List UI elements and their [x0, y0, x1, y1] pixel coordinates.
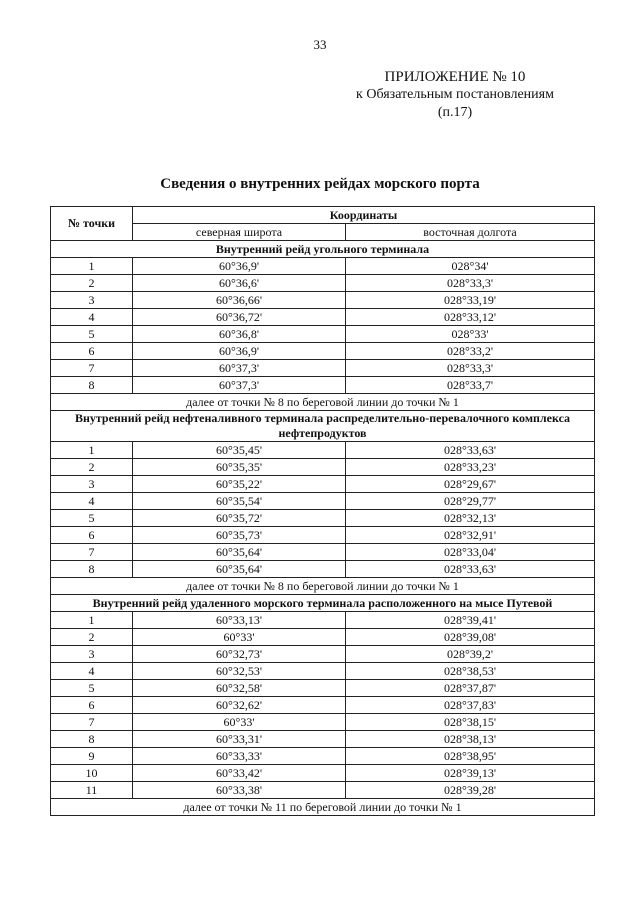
longitude-cell: 028°33,63' [346, 442, 595, 459]
header-coordinates: Координаты [133, 207, 595, 224]
longitude-cell: 028°33,19' [346, 292, 595, 309]
page-number: 33 [313, 37, 327, 52]
longitude-cell: 028°39,2' [346, 646, 595, 663]
table-row [51, 748, 595, 765]
table-row [51, 680, 595, 697]
longitude-cell: 028°34' [346, 258, 595, 275]
longitude-cell: 028°38,53' [346, 663, 595, 680]
longitude-cell: 028°37,83' [346, 697, 595, 714]
latitude-cell: 60°35,73' [133, 527, 346, 544]
section-note: далее от точки № 8 по береговой линии до точки № 1 [51, 394, 595, 411]
point-number-cell: 6 [51, 527, 133, 544]
latitude-cell: 60°33' [133, 714, 346, 731]
latitude-cell: 60°32,62' [133, 697, 346, 714]
point-number-cell: 11 [51, 782, 133, 799]
longitude-cell: 028°39,13' [346, 765, 595, 782]
point-number-cell: 5 [51, 326, 133, 343]
latitude-cell: 60°33,13' [133, 612, 346, 629]
latitude-cell: 60°33,33' [133, 748, 346, 765]
latitude-cell: 60°36,9' [133, 343, 346, 360]
section-note-row [51, 799, 595, 816]
latitude-cell: 60°32,73' [133, 646, 346, 663]
latitude-cell: 60°37,3' [133, 360, 346, 377]
point-number-cell: 2 [51, 275, 133, 292]
table-row [51, 442, 595, 459]
latitude-cell: 60°35,54' [133, 493, 346, 510]
table-row [51, 510, 595, 527]
point-number-cell: 8 [51, 561, 133, 578]
appendix-header [325, 68, 585, 122]
table-row [51, 309, 595, 326]
point-number-cell: 5 [51, 680, 133, 697]
document-title: Сведения о внутренних рейдах морского порта [160, 176, 480, 192]
longitude-cell: 028°37,87' [346, 680, 595, 697]
point-number-cell: 6 [51, 343, 133, 360]
header-longitude: восточная долгота [346, 224, 595, 241]
table-row [51, 646, 595, 663]
point-number-cell: 3 [51, 292, 133, 309]
appendix-reference: к Обязательным постановлениям [356, 87, 554, 102]
point-number-cell: 8 [51, 731, 133, 748]
latitude-cell: 60°36,8' [133, 326, 346, 343]
latitude-cell: 60°33,31' [133, 731, 346, 748]
section-note-row [51, 394, 595, 411]
table-row [51, 782, 595, 799]
longitude-cell: 028°33,23' [346, 459, 595, 476]
longitude-cell: 028°33' [346, 326, 595, 343]
point-number-cell: 6 [51, 697, 133, 714]
latitude-cell: 60°36,72' [133, 309, 346, 326]
latitude-cell: 60°35,64' [133, 544, 346, 561]
point-number-cell: 8 [51, 377, 133, 394]
header-latitude: северная широта [133, 224, 346, 241]
table-row [51, 377, 595, 394]
longitude-cell: 028°33,04' [346, 544, 595, 561]
longitude-cell: 028°39,28' [346, 782, 595, 799]
section-title-row [51, 241, 595, 258]
longitude-cell: 028°33,2' [346, 343, 595, 360]
table-row [51, 765, 595, 782]
longitude-cell: 028°29,77' [346, 493, 595, 510]
point-number-cell: 4 [51, 663, 133, 680]
table-row [51, 629, 595, 646]
table-row [51, 544, 595, 561]
latitude-cell: 60°32,53' [133, 663, 346, 680]
latitude-cell: 60°35,72' [133, 510, 346, 527]
point-number-cell: 7 [51, 360, 133, 377]
point-number-cell: 1 [51, 612, 133, 629]
point-number-cell: 5 [51, 510, 133, 527]
longitude-cell: 028°32,91' [346, 527, 595, 544]
longitude-cell: 028°32,13' [346, 510, 595, 527]
longitude-cell: 028°38,13' [346, 731, 595, 748]
table-row [51, 326, 595, 343]
table-row [51, 360, 595, 377]
table-row [51, 714, 595, 731]
longitude-cell: 028°33,63' [346, 561, 595, 578]
header-point-number: № точки [51, 207, 133, 241]
point-number-cell: 2 [51, 629, 133, 646]
section-title: Внутренний рейд нефтеналивного терминала распределительно-перевалочного комплекса нефтепродуктов [51, 411, 595, 442]
point-number-cell: 4 [51, 493, 133, 510]
longitude-cell: 028°33,12' [346, 309, 595, 326]
appendix-clause: (п.17) [437, 105, 473, 120]
table-row [51, 292, 595, 309]
point-number-cell: 1 [51, 442, 133, 459]
latitude-cell: 60°35,22' [133, 476, 346, 493]
latitude-cell: 60°37,3' [133, 377, 346, 394]
longitude-cell: 028°33,3' [346, 275, 595, 292]
table-row [51, 476, 595, 493]
longitude-cell: 028°38,15' [346, 714, 595, 731]
latitude-cell: 60°35,45' [133, 442, 346, 459]
point-number-cell: 1 [51, 258, 133, 275]
longitude-cell: 028°29,67' [346, 476, 595, 493]
point-number-cell: 3 [51, 646, 133, 663]
point-number-cell: 7 [51, 544, 133, 561]
table-row [51, 343, 595, 360]
latitude-cell: 60°35,35' [133, 459, 346, 476]
point-number-cell: 4 [51, 309, 133, 326]
coordinates-table [50, 206, 595, 816]
section-title-row [51, 411, 595, 442]
appendix-number: ПРИЛОЖЕНИЕ № 10 [384, 69, 526, 85]
section-title: Внутренний рейд угольного терминала [51, 241, 595, 258]
table-row [51, 527, 595, 544]
section-title-row [51, 595, 595, 612]
point-number-cell: 10 [51, 765, 133, 782]
latitude-cell: 60°36,9' [133, 258, 346, 275]
section-note-row [51, 578, 595, 595]
point-number-cell: 2 [51, 459, 133, 476]
section-note: далее от точки № 11 по береговой линии до точки № 1 [51, 799, 595, 816]
table-row [51, 663, 595, 680]
latitude-cell: 60°35,64' [133, 561, 346, 578]
latitude-cell: 60°33,38' [133, 782, 346, 799]
table-row [51, 493, 595, 510]
longitude-cell: 028°39,08' [346, 629, 595, 646]
point-number-cell: 3 [51, 476, 133, 493]
latitude-cell: 60°33,42' [133, 765, 346, 782]
longitude-cell: 028°39,41' [346, 612, 595, 629]
table-row [51, 731, 595, 748]
latitude-cell: 60°36,66' [133, 292, 346, 309]
point-number-cell: 7 [51, 714, 133, 731]
table-row [51, 697, 595, 714]
table-row [51, 258, 595, 275]
section-note: далее от точки № 8 по береговой линии до точки № 1 [51, 578, 595, 595]
table-row [51, 561, 595, 578]
table-row [51, 612, 595, 629]
section-title: Внутренний рейд удаленного морского терминала расположенного на мысе Путевой [51, 595, 595, 612]
table-row [51, 459, 595, 476]
longitude-cell: 028°38,95' [346, 748, 595, 765]
latitude-cell: 60°33' [133, 629, 346, 646]
longitude-cell: 028°33,3' [346, 360, 595, 377]
longitude-cell: 028°33,7' [346, 377, 595, 394]
table-body [51, 241, 595, 816]
table-row [51, 275, 595, 292]
latitude-cell: 60°36,6' [133, 275, 346, 292]
latitude-cell: 60°32,58' [133, 680, 346, 697]
point-number-cell: 9 [51, 748, 133, 765]
